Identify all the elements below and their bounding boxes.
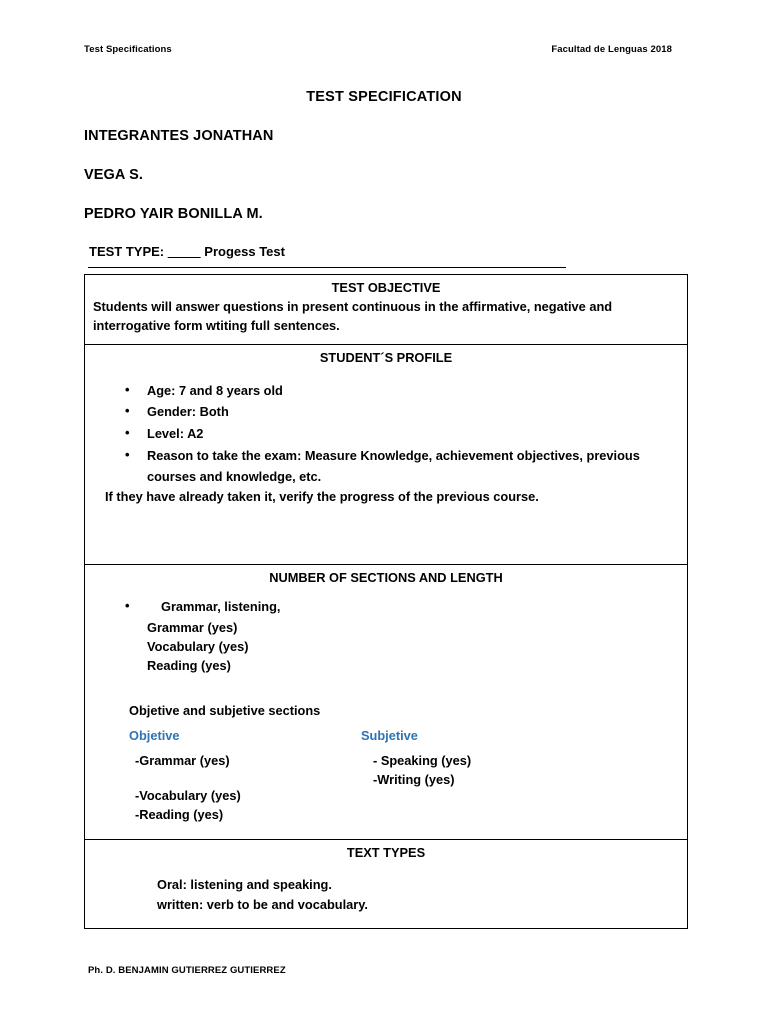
list-item: -Vocabulary (yes) xyxy=(135,788,241,804)
student-profile-header: STUDENT´S PROFILE xyxy=(319,349,453,365)
profile-closing-line: If they have already taken it, verify the progress of the previous course. xyxy=(105,488,539,504)
objective-column-gap xyxy=(129,770,361,786)
text-types-header: TEXT TYPES xyxy=(346,844,426,860)
list-item: -Writing (yes) xyxy=(373,772,455,788)
subjective-column xyxy=(361,727,611,825)
running-head-left: Test Specifications xyxy=(84,44,172,55)
test-type-label: TEST TYPE: xyxy=(89,244,165,259)
profile-bullet-continuation: courses and knowledge, etc. xyxy=(147,469,322,485)
test-type-blank: ____ xyxy=(167,244,201,259)
integrantes-line-2: VEGA S. xyxy=(84,167,143,183)
table-row-student-profile xyxy=(85,345,687,565)
running-head-right: Facultad de Lenguas 2018 xyxy=(551,44,672,55)
table-row-text-types xyxy=(85,840,687,929)
profile-bullet-list xyxy=(99,382,673,465)
integrantes-line-3: PEDRO YAIR BONILLA M. xyxy=(84,206,263,222)
list-item: -Grammar (yes) xyxy=(135,753,230,769)
horizontal-divider xyxy=(88,267,566,268)
test-type-line xyxy=(84,244,684,259)
objective-header: TEST OBJECTIVE xyxy=(331,280,441,295)
sections-sub-item: Reading (yes) xyxy=(147,658,231,674)
text-types-body xyxy=(85,863,687,929)
sections-bullet-list xyxy=(99,598,673,617)
running-head xyxy=(84,44,684,55)
sections-sub-item: Vocabulary (yes) xyxy=(147,639,249,655)
profile-spacer xyxy=(99,506,673,550)
list-item: • Level: A2 xyxy=(99,425,673,444)
footer-text: Ph. D. BENJAMIN GUTIERREZ GUTIERREZ xyxy=(88,965,286,976)
objective-subjective-title: Objetive and subjetive sections xyxy=(129,703,321,719)
table-row-number-of-sections xyxy=(85,565,687,840)
text-types-line-1: Oral: listening and speaking. xyxy=(157,876,332,892)
list-item: -Reading (yes) xyxy=(135,807,224,823)
list-item: • Reason to take the exam: Measure Knowledge, achievement objectives, previous xyxy=(99,447,673,466)
list-item: • Age: 7 and 8 years old xyxy=(99,382,673,401)
objective-text-line-2: interrogative form wtiting full sentences. xyxy=(93,317,340,333)
specification-table xyxy=(84,274,688,929)
objective-column-title: Objetive xyxy=(129,728,180,744)
list-item: • Grammar, listening, xyxy=(99,598,673,617)
table-row-objective xyxy=(85,275,687,345)
number-of-sections-body xyxy=(85,588,687,839)
list-item: - Speaking (yes) xyxy=(373,753,472,769)
integrantes-line-1: INTEGRANTES JONATHAN xyxy=(84,128,274,144)
number-of-sections-header: NUMBER OF SECTIONS AND LENGTH xyxy=(269,569,503,585)
student-profile-body xyxy=(85,368,687,564)
objective-subjective-columns xyxy=(99,727,673,825)
page-title: TEST SPECIFICATION xyxy=(306,89,462,105)
objective-text-line-1: Students will answer questions in present continuous in the affirmative, negative and xyxy=(93,299,613,314)
objective-body xyxy=(85,298,687,344)
text-types-line-2: written: verb to be and vocabulary. xyxy=(157,896,368,912)
sections-gap xyxy=(99,676,673,702)
test-type-value: Progess Test xyxy=(204,244,285,259)
objective-column xyxy=(129,727,361,825)
subjective-column-title: Subjetive xyxy=(361,728,418,744)
list-item: • Gender: Both xyxy=(99,403,673,422)
sections-sub-item: Grammar (yes) xyxy=(147,620,238,636)
